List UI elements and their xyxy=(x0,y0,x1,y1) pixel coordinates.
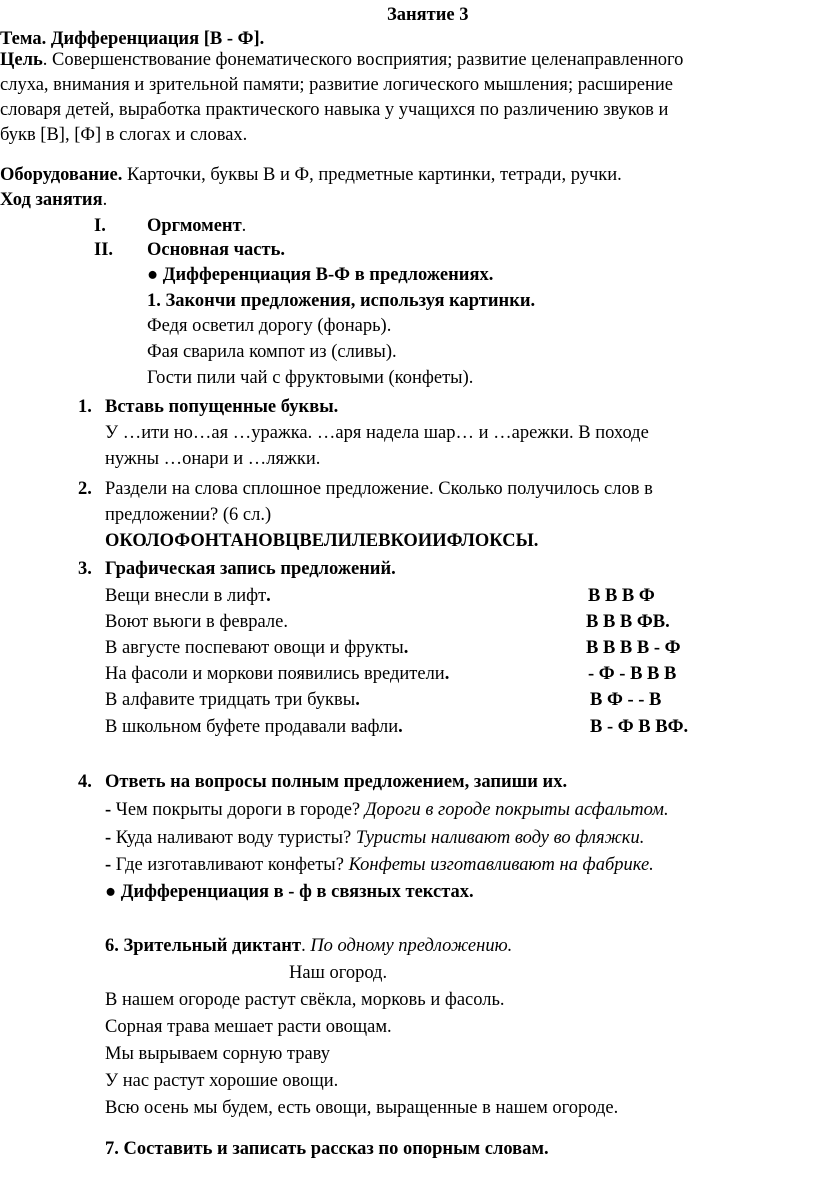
question-answer: - Куда наливают воду туристы? Туристы наливают воду во фляжки. xyxy=(105,828,645,848)
question-answer: - Чем покрыты дороги в городе? Дороги в городе покрыты асфальтом. xyxy=(105,800,669,820)
outline-item: Оргмомент. xyxy=(147,216,247,236)
goal-paragraph xyxy=(0,47,772,147)
task-num: 3. xyxy=(78,559,92,579)
course-line: Ход занятия. xyxy=(0,190,108,210)
sentence-scheme: В Ф - - В xyxy=(590,690,662,710)
goal-line: словаря детей, выработка практического навыка у учащихся по различению звуков и xyxy=(0,100,669,120)
task-title: Графическая запись предложений. xyxy=(105,559,396,579)
task-num: 2. xyxy=(78,479,92,499)
task-title: Вставь попущенные буквы. xyxy=(105,397,339,417)
course-label: Ход занятия xyxy=(0,190,103,210)
task-line: У …ити но…ая …уражка. …аря надела шар… и …арежки. В походе xyxy=(105,423,649,443)
equipment-line xyxy=(0,162,622,188)
topic-label: Тема. xyxy=(0,29,47,49)
sentence: На фасоли и моркови появились вредители. xyxy=(105,664,450,684)
task-line: Гости пили чай с фруктовыми (конфеты). xyxy=(147,368,474,388)
task-num: 1. xyxy=(78,397,92,417)
lesson-title: Занятие 3 xyxy=(387,5,469,25)
task-title: 7. Составить и записать рассказ по опорным словам. xyxy=(105,1139,549,1159)
dictation-title: Наш огород. xyxy=(289,963,388,983)
task-line: Фая сварила компот из (сливы). xyxy=(147,342,397,362)
task-num: 4. xyxy=(78,772,92,792)
section-heading: ● Дифференциация В-Ф в предложениях. xyxy=(147,265,494,285)
continuous-sentence: ОКОЛОФОНТАНОВЦВЕЛИЛЕВКОИИФЛОКСЫ. xyxy=(105,531,539,551)
task-line: нужны …онари и …ляжки. xyxy=(105,449,321,469)
sentence-scheme: В В В В - Ф xyxy=(586,638,681,658)
task-text xyxy=(105,420,796,472)
goal-line: букв [В], [Ф] в слогах и словах. xyxy=(0,125,248,145)
question-answer: - Где изготавливают конфеты? Конфеты изготавливают на фабрике. xyxy=(105,855,654,875)
sentence: В школьном буфете продавали вафли. xyxy=(105,717,403,737)
dictation-line: Сорная трава мешает расти овощам. xyxy=(105,1017,392,1037)
task-title: 6. Зрительный диктант. По одному предложению. xyxy=(105,936,513,956)
dictation-line: У нас растут хорошие овощи. xyxy=(105,1071,339,1091)
topic-value: Дифференциация [В - Ф]. xyxy=(50,29,265,49)
outline-num: I. xyxy=(94,216,106,236)
goal-label: Цель xyxy=(0,50,43,70)
task-line: Федя осветил дорогу (фонарь). xyxy=(147,316,392,336)
task-title: Ответь на вопросы полным предложением, запиши их. xyxy=(105,772,568,792)
task-title: 1. Закончи предложения, используя картинки. xyxy=(147,291,536,311)
sentence-scheme: В В В Ф xyxy=(588,586,655,606)
outline-num: II. xyxy=(94,240,114,260)
section-heading: ● Дифференциация в - ф в связных текстах. xyxy=(105,882,474,902)
task-line: предложении? (6 сл.) xyxy=(105,505,272,525)
equipment-text: Карточки, буквы В и Ф, предметные картинки, тетради, ручки. xyxy=(122,165,622,185)
sentence: В алфавите тридцать три буквы. xyxy=(105,690,360,710)
dictation-line: Мы вырываем сорную траву xyxy=(105,1044,331,1064)
equipment-label: Оборудование. xyxy=(0,165,123,185)
dictation-line: В нашем огороде растут свёкла, морковь и фасоль. xyxy=(105,990,505,1010)
sentence: В августе поспевают овощи и фрукты. xyxy=(105,638,409,658)
sentence: Вещи внесли в лифт. xyxy=(105,586,271,606)
goal-line: Цель. Совершенствование фонематического восприятия; развитие целенаправленного xyxy=(0,50,684,70)
sentence-scheme: В - Ф В ВФ. xyxy=(590,717,689,737)
goal-line: слуха, внимания и зрительной памяти; развитие логического мышления; расширение xyxy=(0,75,674,95)
sentence-scheme: В В В ФВ. xyxy=(586,612,670,632)
sentence: Воют вьюги в феврале. xyxy=(105,612,288,632)
sentence-scheme: - Ф - В В В xyxy=(588,664,677,684)
outline-item: Основная часть. xyxy=(147,240,285,260)
dictation-line: Всю осень мы будем, есть овощи, выращенные в нашем огороде. xyxy=(105,1098,619,1118)
task-line: Раздели на слова сплошное предложение. Сколько получилось слов в xyxy=(105,479,653,499)
